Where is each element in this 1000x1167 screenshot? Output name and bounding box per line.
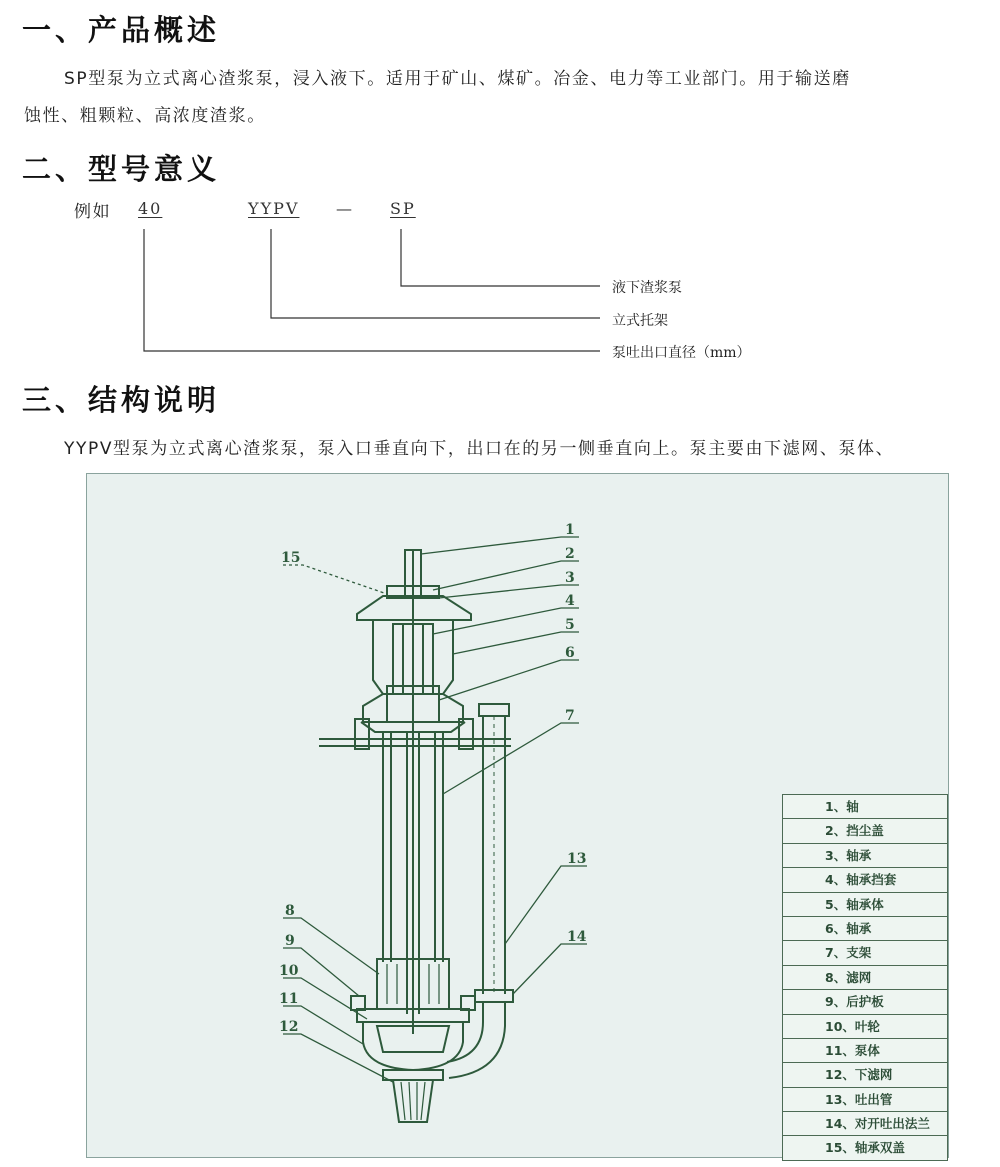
- model-code-connector-lines: [0, 0, 1000, 370]
- parts-legend-table: [782, 794, 948, 1161]
- model-code-bracket: YYPV: [248, 199, 300, 218]
- section-heading-structure: 三、结构说明: [22, 383, 221, 417]
- legend-row: 11、泵体: [783, 1039, 947, 1063]
- callout-7: 7: [565, 708, 575, 724]
- legend-row: 9、后护板: [783, 990, 947, 1014]
- callout-3: 3: [565, 570, 575, 586]
- callout-4: 4: [565, 593, 575, 609]
- legend-row: 13、吐出管: [783, 1088, 947, 1112]
- callout-2: 2: [565, 546, 575, 562]
- structure-text-line-1: YYPV型泵为立式离心渣浆泵，泵入口垂直向下，出口在的另一侧垂直向上。泵主要由下滤网、泵体、: [64, 439, 895, 459]
- callout-12: 12: [279, 1019, 299, 1035]
- callout-14: 14: [567, 929, 587, 945]
- legend-row: 7、支架: [783, 941, 947, 965]
- legend-row: 5、轴承体: [783, 893, 947, 917]
- callout-9: 9: [285, 933, 295, 949]
- model-code-diameter: 40: [138, 199, 163, 218]
- overview-text-line-1: SP型泵为立式离心渣浆泵，浸入液下。适用于矿山、煤矿。冶金、电力等工业部门。用于输送磨: [64, 69, 851, 89]
- callout-8: 8: [285, 903, 295, 919]
- model-code-pump-type: SP: [390, 199, 416, 218]
- section-heading-overview: 一、产品概述: [22, 13, 221, 47]
- overview-text-line-2: 蚀性、粗颗粒、高浓度渣浆。: [24, 106, 266, 126]
- legend-row: 15、轴承双盖: [825, 1140, 905, 1156]
- callout-1: 1: [565, 522, 575, 538]
- legend-row: 6、轴承: [783, 917, 947, 941]
- meaning-diameter: 泵吐出口直径（mm）: [612, 345, 751, 361]
- legend-row: 14、对开吐出法兰: [783, 1112, 947, 1136]
- callout-11: 11: [279, 991, 299, 1007]
- meaning-bracket: 立式托架: [612, 313, 668, 329]
- legend-row: 2、挡尘盖: [783, 819, 947, 843]
- legend-row: 1、轴: [783, 795, 947, 819]
- callout-10: 10: [279, 963, 299, 979]
- legend-row: 8、滤网: [783, 966, 947, 990]
- meaning-pump-type: 液下渣浆泵: [612, 280, 682, 296]
- example-label: 例如: [74, 202, 112, 222]
- section-heading-model-meaning: 二、型号意义: [22, 152, 221, 186]
- callout-5: 5: [565, 617, 575, 633]
- legend-row: 3、轴承: [783, 844, 947, 868]
- model-code-dash: —: [336, 199, 354, 218]
- callout-15: 15: [281, 550, 301, 566]
- legend-row: 4、轴承挡套: [783, 868, 947, 892]
- legend-row: 12、下滤网: [783, 1063, 947, 1087]
- legend-row: 10、叶轮: [783, 1015, 947, 1039]
- callout-13: 13: [567, 851, 587, 867]
- callout-6: 6: [565, 645, 575, 661]
